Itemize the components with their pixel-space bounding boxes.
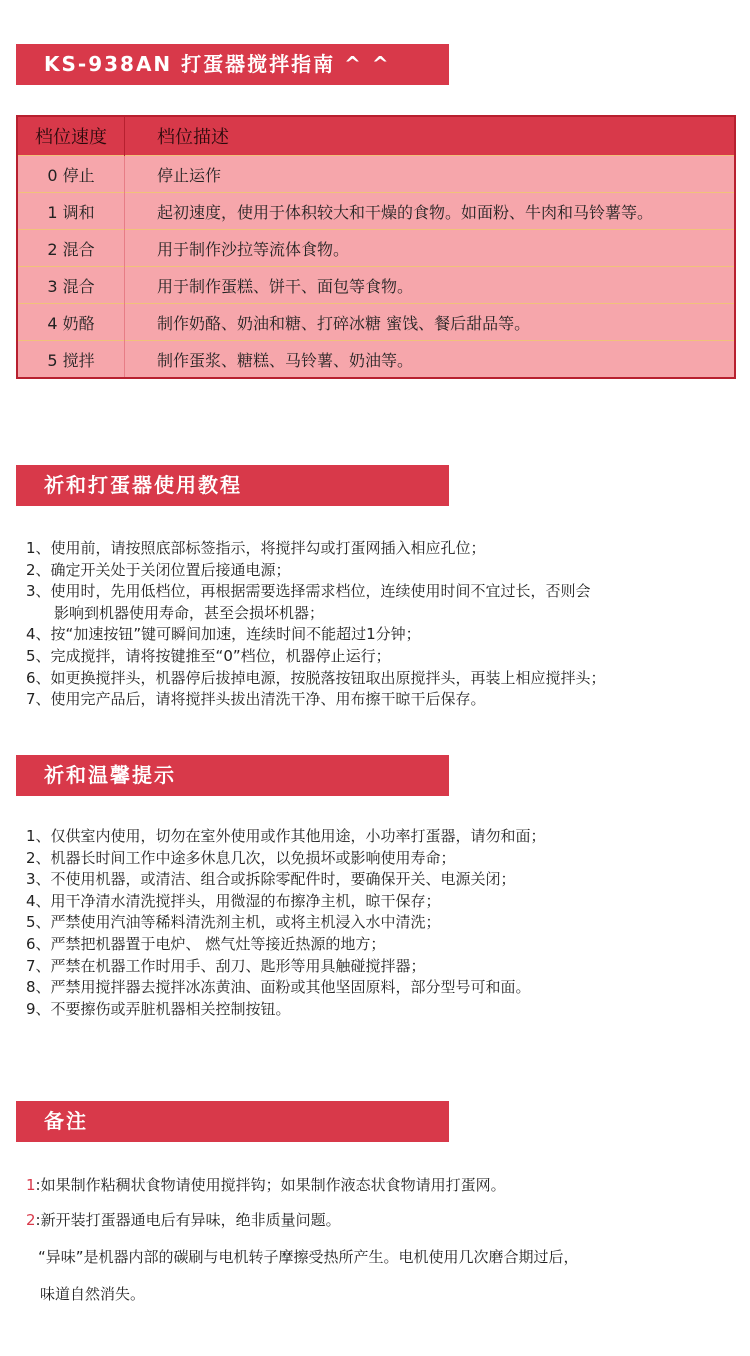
usage-instructions-list — [26, 538, 736, 711]
speed-cell: 5 搅拌 — [17, 341, 125, 379]
note-4: 味道自然消失。 — [40, 1285, 146, 1303]
table-row — [17, 304, 735, 341]
speed-cell: 3 混合 — [17, 267, 125, 304]
description-cell: 用于制作蛋糕、饼干、面包等食物。 — [125, 267, 736, 304]
list-item: 3、不使用机器，或清洁、组合或拆除零配件时，要确保开关、电源关闭； — [26, 870, 516, 889]
list-item: 6、如更换搅拌头，机器停后拔掉电源，按脱落按钮取出原搅拌头，再装上相应搅拌头； — [26, 668, 606, 687]
notes-section-title: 备注 — [16, 1101, 449, 1142]
table-row — [17, 341, 735, 379]
usage-section-title: 祈和打蛋器使用教程 — [16, 465, 449, 506]
note-text: :新开装打蛋器通电后有异味，绝非质量问题。 — [35, 1211, 341, 1229]
note-text: :如果制作粘稠状食物请使用搅拌钩；如果制作液态状食物请用打蛋网。 — [35, 1176, 506, 1194]
header-speed: 档位速度 — [17, 116, 125, 156]
note-1 — [26, 1174, 506, 1195]
list-item: 7、使用完产品后，请将搅拌头拔出清洗干净、用布擦干晾干后保存。 — [26, 690, 486, 709]
description-cell: 停止运作 — [125, 156, 736, 193]
note-2 — [26, 1209, 341, 1230]
list-item: 2、确定开关处于关闭位置后接通电源； — [26, 560, 291, 579]
list-item: 1、使用前，请按照底部标签指示，将搅拌勾或打蛋网插入相应孔位； — [26, 539, 486, 557]
speed-cell: 0 停止 — [17, 156, 125, 193]
gear-speed-table — [16, 115, 736, 379]
guide-section-title: KS-938AN 打蛋器搅拌指南 ^ ^ — [16, 44, 449, 85]
list-item: 1、仅供室内使用，切勿在室外使用或作其他用途，小功率打蛋器，请勿和面； — [26, 827, 546, 845]
list-item: 影响到机器使用寿命，甚至会损坏机器； — [54, 603, 325, 622]
speed-cell: 2 混合 — [17, 230, 125, 267]
list-item: 5、完成搅拌，请将按键推至“0”档位，机器停止运行； — [26, 646, 391, 665]
list-item: 3、使用时，先用低档位，再根据需要选择需求档位，连续使用时间不宜过长，否则会 — [26, 582, 591, 601]
list-item: 7、严禁在机器工作时用手、刮刀、匙形等用具触碰搅拌器； — [26, 956, 426, 975]
note-number: 1 — [26, 1176, 36, 1194]
table-row — [17, 267, 735, 304]
description-cell: 用于制作沙拉等流体食物。 — [125, 230, 736, 267]
speed-cell: 4 奶酪 — [17, 304, 125, 341]
table-header-row — [17, 116, 735, 156]
description-cell: 制作奶酪、奶油和糖、打碎冰糖 蜜饯、餐后甜品等。 — [125, 304, 736, 341]
list-item: 6、严禁把机器置于电炉、 燃气灶等接近热源的地方； — [26, 934, 386, 953]
tips-section-title: 祈和温馨提示 — [16, 755, 449, 796]
table-row — [17, 230, 735, 267]
description-cell: 制作蛋浆、糖糕、马铃薯、奶油等。 — [125, 341, 736, 379]
list-item: 4、按“加速按钮”键可瞬间加速，连续时间不能超过1分钟； — [26, 625, 421, 644]
table-row — [17, 156, 735, 193]
note-number: 2 — [26, 1211, 36, 1229]
table-row — [17, 193, 735, 230]
speed-cell: 1 调和 — [17, 193, 125, 230]
safety-tips-list — [26, 826, 736, 1020]
header-description: 档位描述 — [125, 116, 736, 156]
list-item: 2、机器长时间工作中途多休息几次，以免损坏或影响使用寿命； — [26, 848, 456, 867]
list-item: 4、用干净清水清洗搅拌头，用微湿的布擦净主机，晾干保存； — [26, 891, 441, 910]
note-3: “异味”是机器内部的碳刷与电机转子摩擦受热所产生。电机使用几次磨合期过后， — [38, 1248, 579, 1266]
description-cell: 起初速度，使用于体积较大和干燥的食物。如面粉、牛肉和马铃薯等。 — [125, 193, 736, 230]
list-item: 8、严禁用搅拌器去搅拌冰冻黄油、面粉或其他坚固原料，部分型号可和面。 — [26, 978, 531, 997]
list-item: 5、严禁使用汽油等稀料清洗剂主机，或将主机浸入水中清洗； — [26, 913, 441, 932]
list-item: 9、不要擦伤或弄脏机器相关控制按钮。 — [26, 999, 291, 1018]
